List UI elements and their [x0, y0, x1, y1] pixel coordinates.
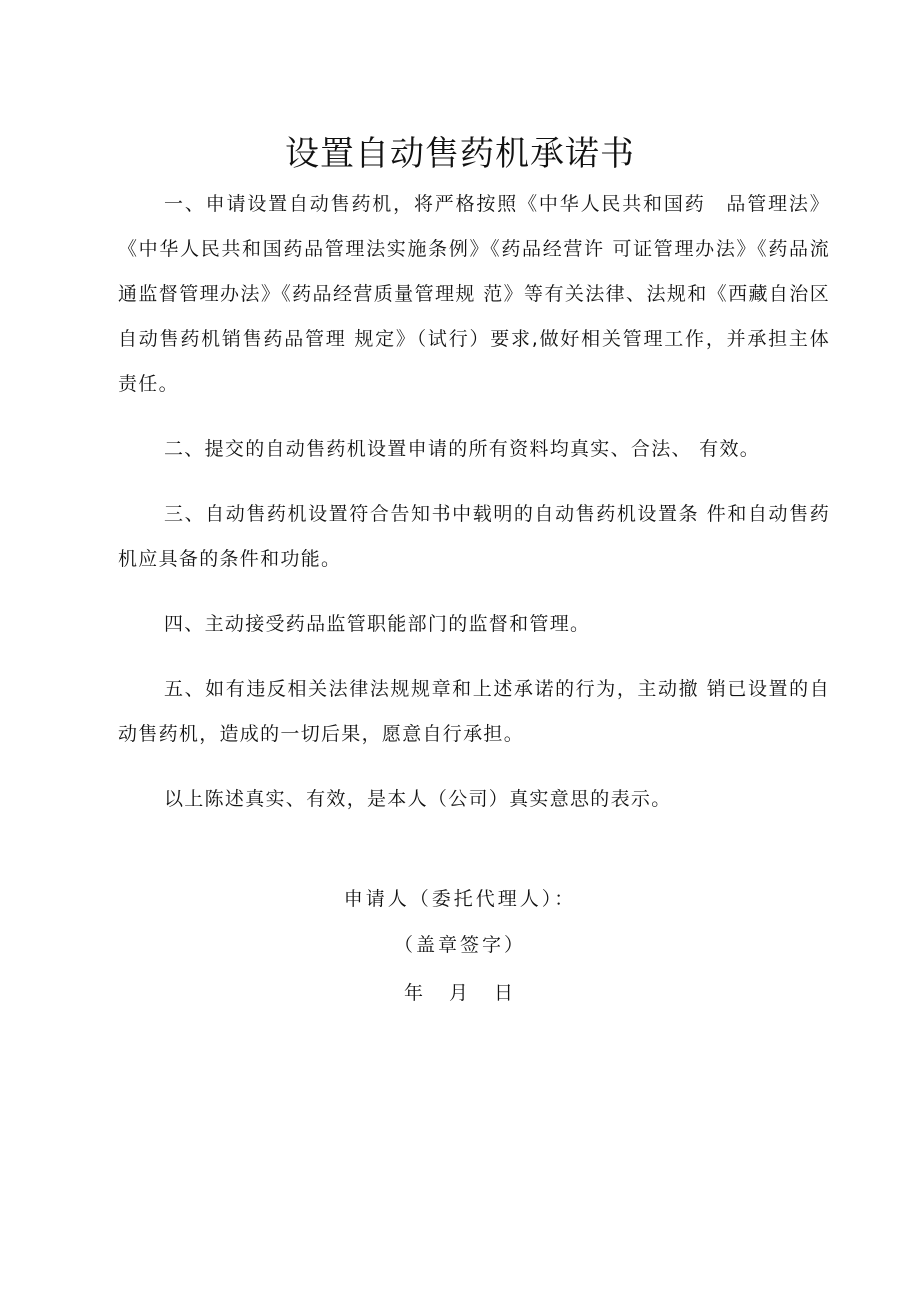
commitment-paragraph-4: 四、主动接受药品监管职能部门的监督和管理。 — [164, 613, 591, 635]
commitment-paragraph-2: 二、提交的自动售药机设置申请的所有资料均真实、合法、 有效。 — [164, 438, 761, 460]
signature-date: 年 月 日 — [403, 982, 517, 1004]
document-body — [118, 182, 830, 842]
document-title: 设置自动售药机承诺书 — [285, 134, 635, 174]
commitment-paragraph-3: 三、自动售药机设置符合告知书中载明的自动售药机设置条 件和自动售药机应具备的条件和功能。 — [118, 503, 830, 570]
seal-signature-note: （盖章签字） — [393, 934, 526, 956]
commitment-paragraph-1: 一、申请设置自动售药机，将严格按照《中华人民共和国药 品管理法》《中华人民共和国药品管理法实施条例》《药品经营许 可证管理办法》《药品流通监督管理办法》《药品经营质量管理规 范》等有关法律、法规和《西藏自治区自动售药机销售药品管理 规定》（试行）要求,做好相关管理工作，并承担主体责任。 — [118, 193, 830, 395]
commitment-paragraph-5: 五、如有违反相关法律法规规章和上述承诺的行为，主动撤 销已设置的自动售药机，造成的一切后果，愿意自行承担。 — [118, 678, 830, 745]
closing-statement: 以上陈述真实、有效，是本人（公司）真实意思的表示。 — [164, 788, 672, 810]
applicant-signature-line: 申请人（委托代理人）： — [343, 888, 577, 910]
